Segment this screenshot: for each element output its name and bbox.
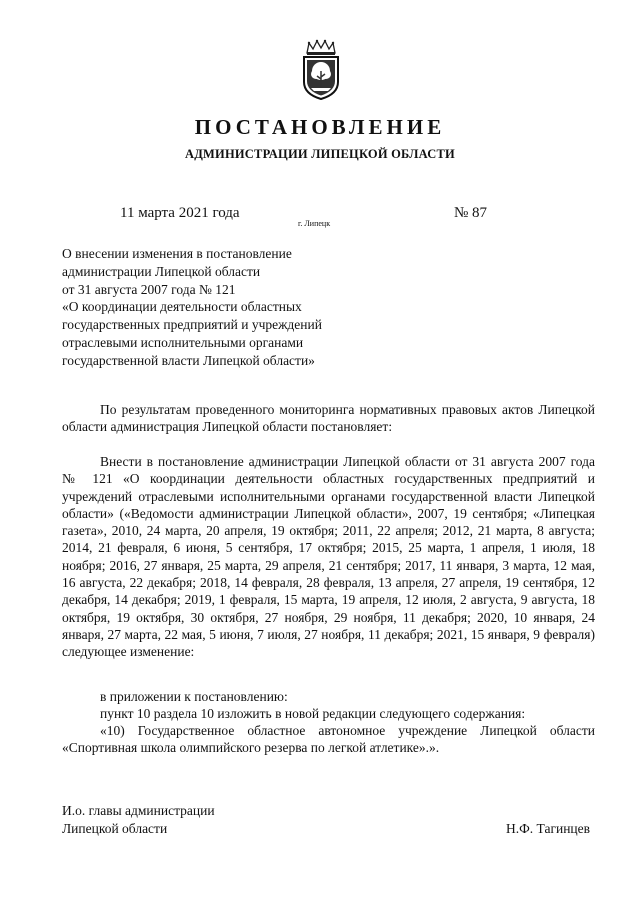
document-date: 11 марта 2021 года bbox=[120, 205, 240, 221]
heading-line: «О координации деятельности областных bbox=[62, 299, 302, 315]
heading-line: О внесении изменения в постановление bbox=[62, 246, 292, 261]
body-paragraph-clause: пункт 10 раздела 10 изложить в новой редакции следующего содержания: bbox=[100, 706, 526, 721]
signature-position bbox=[62, 802, 215, 838]
heading-line: государственной власти Липецкой области» bbox=[62, 352, 315, 368]
heading-line: администрации Липецкой области bbox=[62, 263, 261, 279]
heading-line: государственных предприятий и учреждений bbox=[62, 317, 322, 333]
document-number: № 87 bbox=[454, 205, 488, 221]
document-heading bbox=[62, 245, 382, 370]
body-paragraph-amendment: Внести в постановление администрации Липецкой области от 31 августа 2007 года № 121 «О координации деятельности областных государственных предприятий и учреждений отраслевыми исполнительными органами государственной власти Липецкой области» («Ведомости администрации Липецкой области», 2007, 19 сентября; «Липецкая газета», 2010, 24 марта, 20 апреля, 19 октября; 2011, 22 апреля; 2012, 21 марта, 8 августа; 2014, 21 февраля, 6 июня, 5 сентября, 17 октября; 2015, 25 марта, 1 апреля, 1 июля, 18 ноября; 2016, 27 января, 25 марта, 29 апреля, 21 сентября; 2017, 11 января, 3 марта, 12 мая, 16 августа, 22 декабря; 2018, 14 февраля, 28 февраля, 13 апреля, 27 апреля, 19 сентября, 12 декабря, 14 декабря; 2019, 1 февраля, 15 марта, 19 апреля, 12 июля, 2 августа, 9 августа, 18 октября, 19 октября, 30 октября, 27 ноября, 29 ноября, 11 декабря; 2020, 10 января, 24 января, 27 марта, 22 мая, 5 июня, 7 июля, 27 ноября, 11 декабря; 2021, 15 января, 9 февраля) следующее изменение: bbox=[62, 454, 595, 660]
signature-position-line: Липецкой области bbox=[62, 821, 168, 836]
document-city: г. Липецк bbox=[298, 219, 331, 228]
document-subtitle: АДМИНИСТРАЦИИ ЛИПЕЦКОЙ ОБЛАСТИ bbox=[185, 147, 455, 161]
body-paragraph-preamble: По результатам проведенного мониторинга нормативных правовых актов Липецкой области администрация Липецкой области постановляет: bbox=[62, 402, 595, 435]
body-paragraph-appendix: в приложении к постановлению: bbox=[100, 689, 288, 704]
body-paragraph-new-text: «10) Государственное областное автономное учреждение Липецкой области «Спортивная школа олимпийского резерва по легкой атлетике».». bbox=[62, 723, 595, 756]
signature-position-line: И.о. главы администрации bbox=[62, 803, 215, 818]
signature-name: Н.Ф. Тагинцев bbox=[506, 821, 591, 836]
heading-line: отраслевыми исполнительными органами bbox=[62, 334, 304, 350]
document-title: ПОСТАНОВЛЕНИЕ bbox=[194, 115, 446, 139]
coat-of-arms-icon bbox=[297, 38, 345, 100]
heading-line: от 31 августа 2007 года № 121 bbox=[62, 281, 236, 297]
